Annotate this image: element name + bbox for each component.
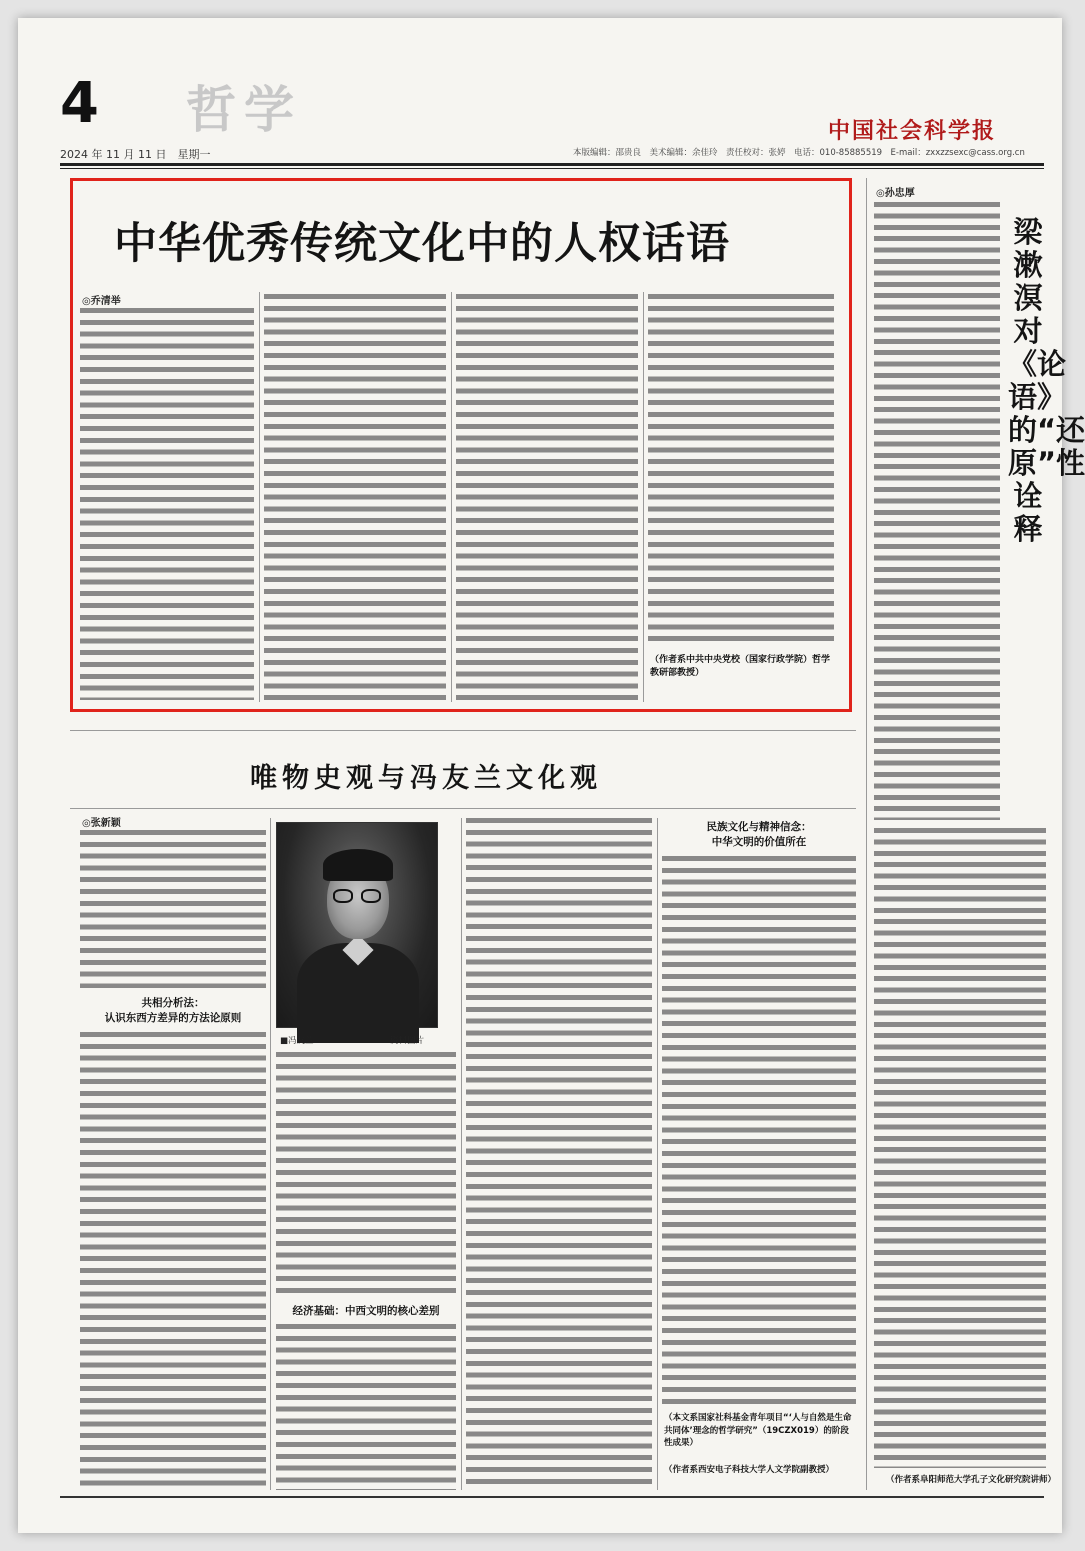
lead-article-column-3 <box>456 294 638 700</box>
byline-mark: ◎ <box>82 296 91 307</box>
second-article-column-4 <box>662 856 856 1406</box>
second-article-subhead-2: 经济基础：中西文明的核心差别 <box>292 1305 440 1317</box>
newspaper-page <box>18 18 1085 1533</box>
lead-article-author-affiliation: （作者系中共中央党校（国家行政学院）哲学教研部教授） <box>650 655 831 678</box>
right-article-title: 梁漱溟对《论语》的“还原”性诠释 <box>1008 215 1085 546</box>
header-rule-thin <box>60 168 1044 169</box>
column-divider <box>451 292 452 702</box>
second-article-author-affiliation: （作者系西安电子科技大学人文学院副教授） <box>664 1465 835 1475</box>
page-number: 4 <box>60 71 99 136</box>
column-divider <box>657 818 658 1490</box>
right-article-author: 孙忠厚 <box>884 188 915 199</box>
column-divider <box>461 818 462 1490</box>
right-article-author-affiliation: （作者系阜阳师范大学孔子文化研究院讲师） <box>886 1475 1057 1485</box>
second-article-column-1b <box>80 1032 266 1490</box>
column-divider <box>270 818 271 1490</box>
header-rule <box>60 163 1044 166</box>
photo-credit: 资料图片 <box>390 1036 425 1046</box>
photo-caption: ■冯友兰 <box>280 1036 314 1046</box>
second-article-byline <box>82 814 121 829</box>
second-article-column-2a <box>276 1052 456 1298</box>
second-article-title: 唯物史观与冯友兰文化观 <box>250 763 602 794</box>
second-article-author: 张新颖 <box>90 818 121 829</box>
second-article-subhead-3: 民族文化与精神信念： 中华文明的价值所在 <box>706 821 812 848</box>
lead-article-author: 乔清举 <box>90 296 121 307</box>
lead-article-byline <box>82 292 121 307</box>
second-article-column-3 <box>466 818 652 1490</box>
byline-mark: ◎ <box>82 818 91 829</box>
second-article-subhead-1: 共相分析法： 认识东西方差异的方法论原则 <box>104 997 242 1024</box>
right-article-column-bottom <box>874 828 1046 1468</box>
second-article-column-2b <box>276 1324 456 1490</box>
lead-article-column-1 <box>80 308 254 700</box>
byline-mark: ◎ <box>876 188 885 199</box>
right-article-byline <box>876 184 915 199</box>
column-divider <box>643 292 644 702</box>
lead-article-column-2 <box>264 294 446 700</box>
right-column-divider <box>866 178 867 1490</box>
newspaper-masthead: 中国社会科学报 <box>828 118 997 144</box>
column-divider <box>259 292 260 702</box>
article-separator <box>70 730 856 731</box>
funding-note: （本文系国家社科基金青年项目“‘人与自然是生命共同体’理念的哲学研究”（19CZX019）的阶段性成果） <box>664 1413 852 1448</box>
issue-date: 2024 年 11 月 11 日 星期一 <box>60 148 211 161</box>
editor-credits: 本版编辑：邵贵良 美术编辑：余佳玲 责任校对：张婷 电话：010-85885519 E-mail：zxxzzsexc@cass.org.cn <box>573 148 1025 158</box>
footer-rule <box>60 1496 1044 1498</box>
article-separator <box>70 808 856 809</box>
right-article-column-top <box>874 202 1000 820</box>
second-article-column-1a <box>80 830 266 988</box>
lead-article-column-4 <box>648 294 834 646</box>
section-title: 哲学 <box>186 80 302 139</box>
lead-article-title: 中华优秀传统文化中的人权话语 <box>114 219 730 269</box>
portrait-photo <box>276 822 438 1028</box>
